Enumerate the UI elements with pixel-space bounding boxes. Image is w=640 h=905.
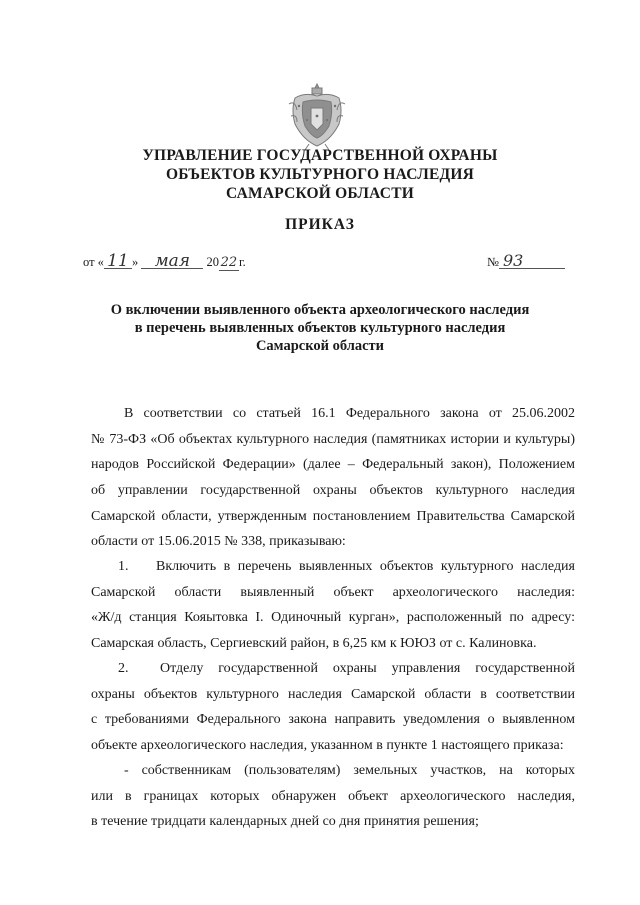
document-type: ПРИКАЗ	[285, 216, 355, 233]
org-name-line-1: УПРАВЛЕНИЕ ГОСУДАРСТВЕННОЙ ОХРАНЫ	[142, 147, 498, 164]
date-year: 22	[220, 255, 238, 270]
body-line: объекте археологического наследия, указанном в пункте 1 настоящего приказа:	[91, 738, 564, 753]
body-line: В соответствии со статьей 16.1 Федерального закона от 25.06.2002	[124, 406, 575, 421]
body-line: Отделу государственной охраны управления государственной	[160, 661, 575, 676]
title-line-2: в перечень выявленных объектов культурного наследия	[134, 320, 506, 336]
body-line: области от 15.06.2015 № 338, приказываю:	[91, 534, 346, 549]
date-year-prefix: 20	[206, 255, 219, 269]
coat-of-arms-emblem	[285, 80, 349, 152]
title-line-3: Самарской области	[255, 338, 385, 354]
title-line-1: О включении выявленного объекта археологического наследия	[110, 302, 530, 318]
item-number-1: 1.	[118, 559, 129, 574]
date-prefix: от «	[83, 255, 104, 269]
body-line: об управлении государственной охраны объектов культурного наследия	[91, 483, 575, 498]
body-line: «Ж/д станция Кояытовка I. Одиночный курган», расположенный по адресу:	[91, 610, 575, 625]
document-date	[83, 251, 246, 271]
org-name-line-3: САМАРСКОЙ ОБЛАСТИ	[225, 185, 414, 202]
body-line: - собственникам (пользователям) земельных участков, на которых	[124, 763, 575, 778]
body-line: Включить в перечень выявленных объектов культурного наследия	[156, 559, 575, 574]
date-month: мая	[141, 254, 203, 269]
date-day: 11	[104, 254, 132, 269]
number-prefix: №	[487, 255, 499, 269]
body-line: с требованиями Федерального закона направить уведомления о выявленном	[91, 712, 575, 727]
body-line: Самарской области выявленный объект археологического наследия:	[91, 585, 575, 600]
date-suffix: г.	[238, 255, 246, 269]
number-value: 93	[499, 254, 565, 269]
item-number-2: 2.	[118, 661, 129, 676]
body-line: № 73-ФЗ «Об объектах культурного наследия (памятниках истории и культуры)	[91, 432, 575, 447]
date-mid: »	[131, 255, 139, 269]
body-line: Самарская область, Сергиевский район, в 6,25 км к ЮЮЗ от с. Калиновка.	[91, 636, 537, 651]
document-number	[487, 251, 565, 270]
body-line: или в границах которых обнаружен объект археологического наследия,	[91, 789, 575, 804]
body-line: народов Российской Федерации» (далее – Федеральный закон), Положением	[91, 457, 575, 472]
body-line: в течение тридцати календарных дней со дня принятия решения;	[91, 814, 479, 829]
body-line: охраны объектов культурного наследия Самарской области в соответствии	[91, 687, 575, 702]
org-name-line-2: ОБЪЕКТОВ КУЛЬТУРНОГО НАСЛЕДИЯ	[165, 166, 475, 183]
body-line: Самарской области, утвержденным постановлением Правительства Самарской	[91, 509, 575, 524]
